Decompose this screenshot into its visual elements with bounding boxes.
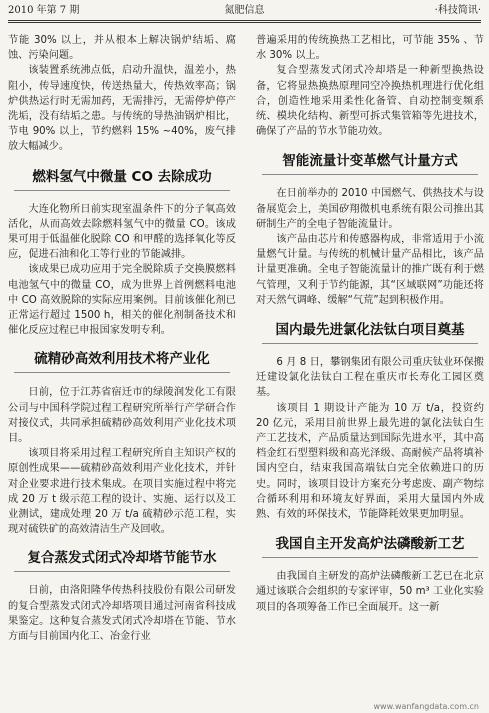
article-paragraph: 日前，由洛阳隆华传热科技股份有限公司研发的复合型蒸发式闭式冷却塔项目通过河南省科技成果鉴定。这种复合蒸发式闭式冷却塔在节能、节水方面与目前国内化工、冶金行业 bbox=[8, 585, 236, 643]
header-rule-double bbox=[8, 22, 481, 23]
article-paragraph: 日前，位于江苏省宿迁市的绿陵润发化工有限公司与中国科学院过程工程研究所举行产学研合作对接仪式，共同承担硫精砂高效利用产业化技术项目。 bbox=[8, 387, 236, 445]
section-label: ·科技简讯· bbox=[434, 5, 481, 16]
article-paragraph: 该成果已成功应用于完全脱除质子交换膜燃料电池氢气中的微量 CO，成为世界上首例燃料电池中 CO 高效脱除的实际应用案例。目前该催化剂已正常运行超过 1500 h，相关的催化剂制备技术和催化反应过程已申报国家发明专利。 bbox=[8, 264, 236, 337]
article-paragraph: 6 月 8 日，攀钢集团有限公司重庆钛业环保搬迁建设氯化法钛白工程在重庆市长寿化工园区奠基。 bbox=[256, 357, 484, 399]
headline-phosphoric-acid: 我国自主开发高炉法磷酸新工艺 bbox=[275, 536, 465, 553]
headline-co-removal: 燃料氢气中微量 CO 去除成功 bbox=[32, 168, 212, 185]
headline-sulfur-concentrate: 硫精砂高效利用技术将产业化 bbox=[34, 351, 210, 368]
headline-underline bbox=[14, 571, 230, 572]
article-paragraph: 节能 30% 以上，并从根本上解决锅炉结垢、腐蚀、污染问题。 bbox=[8, 35, 236, 62]
article-paragraph: 该产品由芯片和传感器构成，非常适用于小流量燃气计量。与传统的机械计量产品相比，该产品计量更准确。全电子智能流量计的推广既有利于燃气管理，又利于节约能源，其“区域联网”功能还将对天然气调峰、缓解“气荒”起到积极作用。 bbox=[256, 234, 484, 306]
headline-cooling-tower: 复合蒸发式闭式冷却塔节能节水 bbox=[27, 550, 217, 567]
right-column bbox=[256, 33, 484, 705]
article-paragraph: 普遍采用的传统换热工艺相比，可节能 35% 、节水 30% 以上。 bbox=[256, 35, 484, 62]
headline-underline bbox=[262, 557, 478, 558]
journal-title: 氮肥信息 bbox=[224, 5, 265, 16]
headline-titanium-dioxide: 国内最先进氯化法钛白项目奠基 bbox=[275, 322, 465, 339]
running-header bbox=[8, 3, 481, 19]
left-column bbox=[8, 33, 236, 705]
issue-number: 2010 年第 7 期 bbox=[8, 5, 80, 16]
article-paragraph: 该装置系统沸点低，启动升温快，温差小，热阻小，传导速度快，传送热量大，传热效率高；锅炉供热运行时无需加药，无需排污，无需停炉停产洗垢，没有结垢之患。与传统的导热油锅炉相比，节电 90% 以上，节约燃料 15% ~40%，废气排放大幅减少。 bbox=[8, 65, 236, 153]
article-paragraph: 大连化物所日前实现室温条件下的分子氧高效活化，从而高效去除燃料氢气中的微量 CO。该成果可用于低温催化脱除 CO 和甲醛的选择氧化等反应，促进石油和化工等行业的节能减排。 bbox=[8, 203, 236, 261]
headline-flow-meter: 智能流量计变革燃气计量方式 bbox=[282, 153, 458, 170]
headline-underline bbox=[14, 190, 230, 191]
article-paragraph: 在日前举办的 2010 中国燃气、供热技术与设备展览会上，美国矽翔微机电系统有限公司推出其研制生产的全电子智能流量计。 bbox=[256, 188, 484, 230]
headline-underline bbox=[262, 174, 478, 175]
headline-underline bbox=[14, 372, 230, 373]
site-watermark: www.wanfangdata.com.cn bbox=[373, 702, 479, 711]
article-paragraph: 复合型蒸发式闭式冷却塔是一种新型换热设备，它将显热换热原理同空冷换热机理进行优化组合，创造性地采用柔性化备管、自动控制变频系统、模块化结构、新型可拆式集管箱等先进技术，确保了产品的节水节能功效。 bbox=[256, 65, 484, 138]
article-paragraph: 由我国自主研发的高炉法磷酸新工艺已在北京通过该联合会组织的专家评审，50 m³ 工业化实验项目的各项筹备工作已全面展开。这一新 bbox=[256, 571, 484, 613]
header-rule bbox=[8, 20, 481, 21]
article-paragraph: 该项目将采用过程工程研究所自主知识产权的原创性成果——硫精砂高效利用产业化技术，并针对企业要求进行技术集成。在项目实施过程中将完成 20 万 t 级示范工程的设计、实施、运行以及工业测试，建成处理 20 万 t/a 硫精砂示范工程，实现对硫铁矿的高效清洁生产及回收。 bbox=[8, 448, 236, 536]
headline-underline bbox=[262, 343, 478, 344]
article-paragraph: 该项目 1 期设计产能为 10 万 t/a，投资约 20 亿元，采用目前世界上最先进的氯化法钛白生产工艺技术，产品质量达到国际先进水平，其中高档金红石型塑料级和高光泽级、高耐候产品将填补国内空白，结束我国高端钛白完全依赖进口的历史。同时，该项目设计方案充分考虑废、副产物综合循环利用和环境友好界面，采用大量国内外成熟、有效的环保技术，节能降耗效果更加明显。 bbox=[256, 402, 484, 521]
